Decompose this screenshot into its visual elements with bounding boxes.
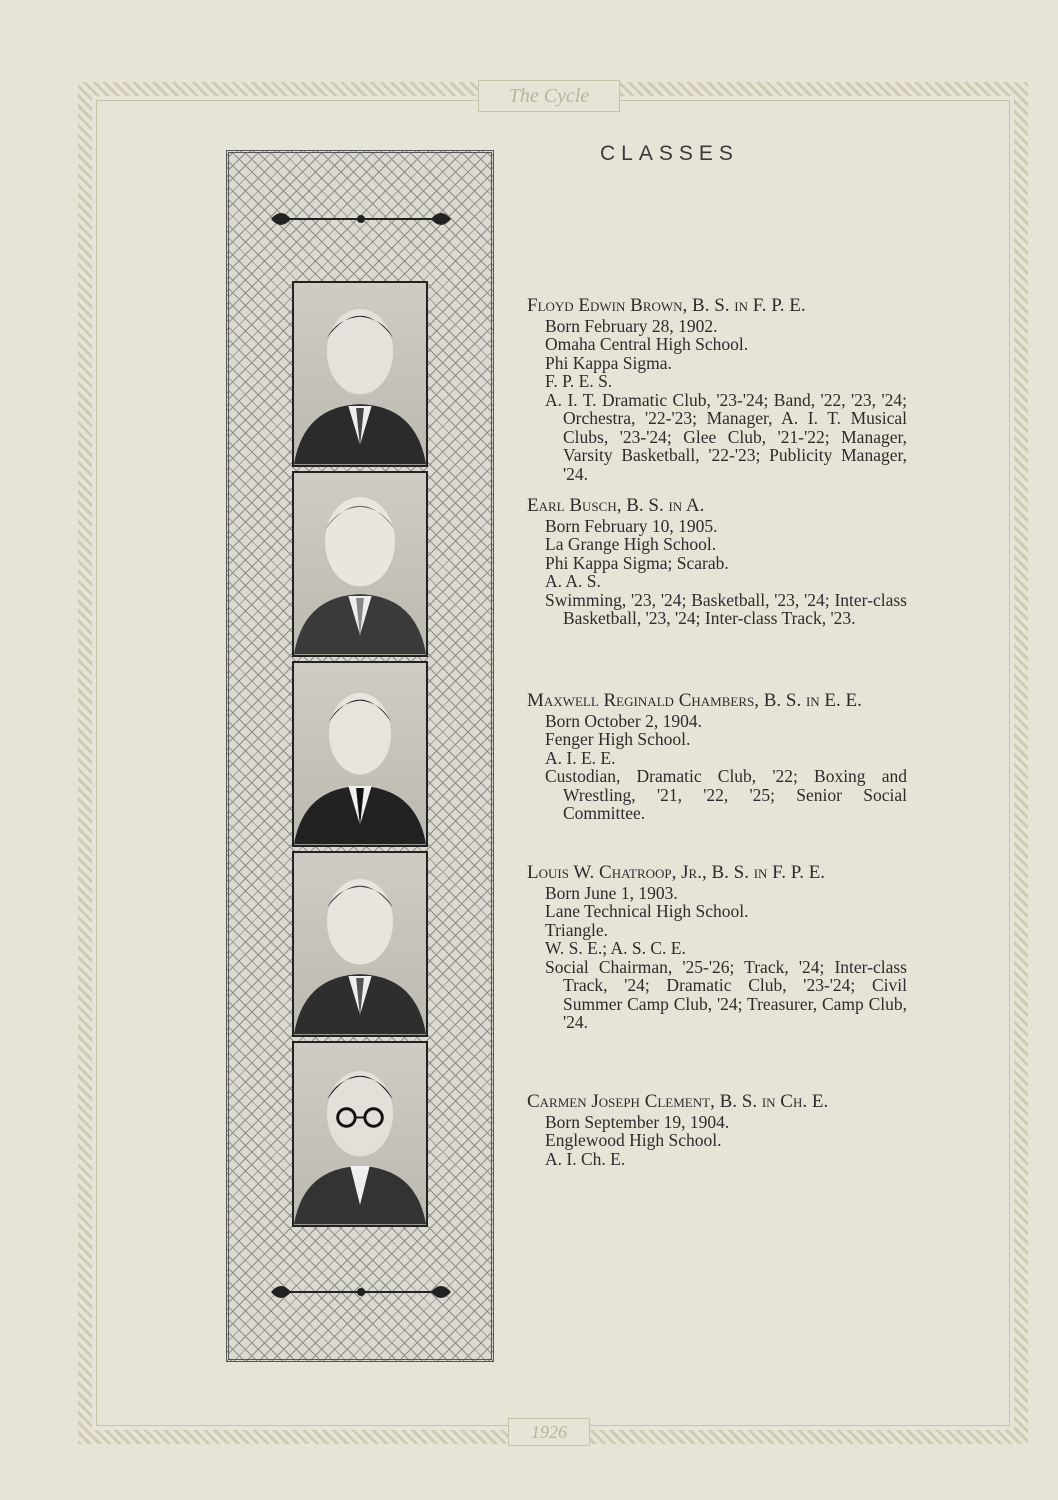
entry-earl-busch xyxy=(527,497,907,628)
entry-line: Swimming, '23, '24; Basketball, '23, '24; Inter-class Basketball, '23, '24; Inter-class Track, '23. xyxy=(545,589,907,628)
entry-line: Social Chairman, '25-'26; Track, '24; Inter-class Track, '24; Dramatic Club, '23-'24; Civil Summer Camp Club, '24; Treasurer, Camp Club, '24. xyxy=(545,956,907,1032)
entry-carmen-clement xyxy=(527,1093,907,1168)
portrait-5-icon xyxy=(294,1043,426,1225)
entry-louis-chatroop xyxy=(527,864,907,1032)
running-title: The Cycle xyxy=(478,80,620,112)
portrait-photo-4 xyxy=(292,851,428,1037)
entry-name: Louis W. Chatroop, Jr., B. S. in F. P. E. xyxy=(527,862,826,883)
year-footer: 1926 xyxy=(508,1418,590,1446)
entry-line: A. I. T. Dramatic Club, '23-'24; Band, '22, '23, '24; Orchestra, '22-'23; Manager, A. I. T. Musical Clubs, '23-'24; Glee Club, '21-'22; Manager, Varsity Basketball, '22-'23; Publicity Manager, '24. xyxy=(545,389,907,484)
portrait-photo-3 xyxy=(292,661,428,847)
entry-line: A. A. S. xyxy=(545,571,601,591)
ornament-bottom-icon xyxy=(267,1281,455,1303)
entry-line: Born September 19, 1904. xyxy=(545,1111,730,1132)
ornament-top-icon xyxy=(267,208,455,230)
entry-line: Fenger High School. xyxy=(545,729,691,749)
entry-line: Omaha Central High School. xyxy=(545,334,749,354)
entry-line: F. P. E. S. xyxy=(545,371,613,391)
portrait-4-icon xyxy=(294,853,426,1035)
portrait-1-icon xyxy=(294,283,426,465)
entry-line: Born February 28, 1902. xyxy=(545,315,718,336)
entry-line: W. S. E.; A. S. C. E. xyxy=(545,938,686,958)
portrait-strip xyxy=(226,150,494,1362)
entry-line: Triangle. xyxy=(545,919,609,940)
portrait-photo-2 xyxy=(292,471,428,657)
entry-floyd-brown xyxy=(527,297,907,483)
entry-line: Born October 2, 1904. xyxy=(545,710,702,731)
entry-line: Custodian, Dramatic Club, '22; Boxing and Wrestling, '21, '22, '25; Senior Social Committee. xyxy=(545,766,907,823)
entry-name: Floyd Edwin Brown, B. S. in F. P. E. xyxy=(527,295,806,316)
entry-line: Lane Technical High School. xyxy=(545,901,749,921)
entry-line: Born June 1, 1903. xyxy=(545,882,678,903)
entry-line: La Grange High School. xyxy=(545,534,717,554)
portrait-2-icon xyxy=(294,473,426,655)
entry-line: A. I. Ch. E. xyxy=(545,1148,626,1169)
portrait-3-icon xyxy=(294,663,426,845)
entry-maxwell-chambers xyxy=(527,692,907,823)
entry-line: Englewood High School. xyxy=(545,1130,722,1150)
entry-name: Carmen Joseph Clement, B. S. in Ch. E. xyxy=(527,1091,829,1112)
portrait-photo-5 xyxy=(292,1041,428,1227)
entry-name: Earl Busch, B. S. in A. xyxy=(527,495,705,516)
entry-line: Phi Kappa Sigma. xyxy=(545,352,672,373)
entry-name: Maxwell Reginald Chambers, B. S. in E. E. xyxy=(527,690,862,711)
entry-line: Born February 10, 1905. xyxy=(545,515,718,536)
entry-line: Phi Kappa Sigma; Scarab. xyxy=(545,552,729,573)
entry-line: A. I. E. E. xyxy=(545,747,616,768)
page-title: CLASSES xyxy=(600,142,739,165)
portrait-photo-1 xyxy=(292,281,428,467)
